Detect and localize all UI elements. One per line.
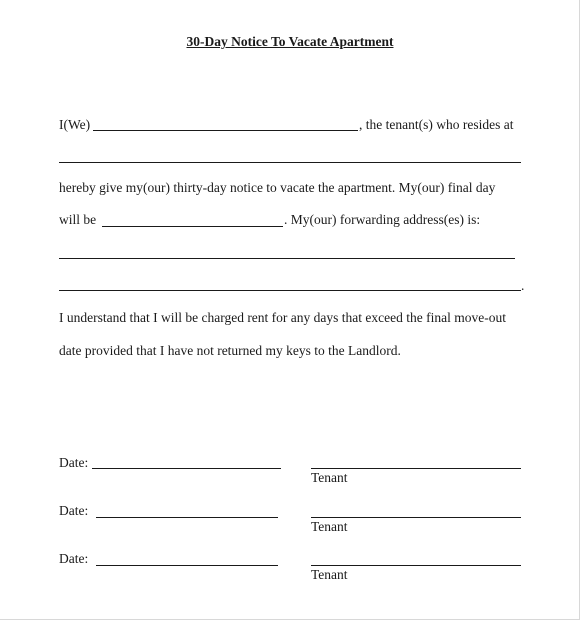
date-blank-2[interactable] [96,517,278,518]
tenant-label-3: Tenant [311,567,348,582]
document-title-text: 30-Day Notice To Vacate Apartment [186,34,394,49]
rent-charge-statement-line2: date provided that I have not returned my keys to the Landlord. [59,343,401,358]
tenant-name-blank[interactable] [93,130,358,131]
tenant-label-1: Tenant [311,470,348,485]
tenant-resides-text: , the tenant(s) who resides at [359,117,514,132]
tenant-name-label: I(We) [59,117,91,132]
residence-address-blank[interactable] [59,162,521,163]
tenant-signature-blank-3[interactable] [311,565,521,566]
date-label-1: Date: [59,455,89,470]
document-title [0,34,580,50]
forwarding-address-blank-1[interactable] [59,258,515,259]
forwarding-address-label: . My(our) forwarding address(es) is: [284,212,481,227]
date-label-2: Date: [59,503,89,518]
final-day-blank[interactable] [102,226,283,227]
final-day-label: will be [59,212,97,227]
notice-statement: hereby give my(our) thirty-day notice to vacate the apartment. My(our) final day [59,180,496,195]
date-blank-3[interactable] [96,565,278,566]
date-blank-1[interactable] [92,468,281,469]
rent-charge-statement-line1: I understand that I will be charged rent for any days that exceed the final move-out [59,310,506,325]
forwarding-address-blank-2[interactable] [59,290,521,291]
tenant-signature-blank-1[interactable] [311,468,521,469]
date-label-3: Date: [59,551,89,566]
address-end-period: . [521,278,525,293]
tenant-label-2: Tenant [311,519,348,534]
tenant-signature-blank-2[interactable] [311,517,521,518]
